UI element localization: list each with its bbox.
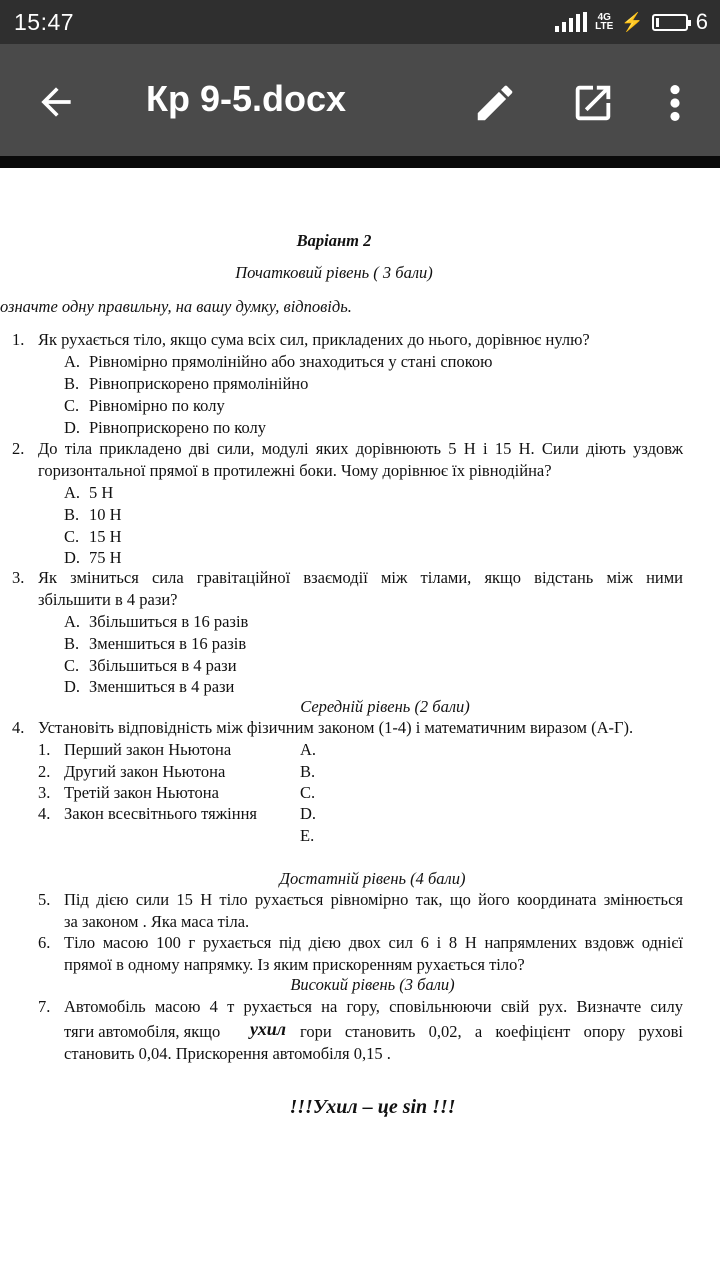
q3-option-text: Збільшиться в 4 рази: [89, 656, 237, 675]
footer-note: !!!Ухил – це sin !!!: [289, 1096, 456, 1118]
q2-option-text: 5 Н: [89, 483, 114, 502]
q3-option-letter: A.: [64, 612, 81, 631]
q3-option-text: Зменшиться в 4 рази: [89, 677, 235, 696]
back-button[interactable]: [34, 80, 78, 124]
q2-option-letter: C.: [64, 527, 80, 546]
q3-option-text: Збільшиться в 16 разів: [89, 612, 249, 631]
q1-option-text: Рівномірно прямолінійно або знаходиться у стані спокою: [89, 352, 493, 371]
level2-heading: Середній рівень (2 бали): [300, 697, 470, 716]
q3-text-line1: Як зміниться сила гравітаційної взаємодії між тілами, якщо відстань між ними: [38, 568, 683, 587]
q2-option-text: 75 Н: [89, 548, 122, 567]
level4-heading: Високий рівень (3 бали): [290, 975, 455, 994]
variant-heading: Варіант 2: [296, 231, 372, 250]
q2-option-text: 15 Н: [89, 527, 122, 546]
status-icons: [555, 8, 708, 36]
status-bar: [0, 0, 720, 44]
formula-letter: C.: [300, 783, 316, 802]
q2-option-letter: A.: [64, 483, 81, 502]
q7-number: 7.: [38, 997, 51, 1016]
formula-letter: B.: [300, 762, 316, 781]
q5-text-line1: Під дією сили 15 Н тіло рухається рівномірно так, що його координата змінюється: [64, 890, 683, 909]
q1-option-text: Рівноприскорено прямолінійно: [89, 374, 309, 393]
q6-text-line2: прямої в одному напрямку. Із яким прискоренням рухається тіло?: [64, 955, 525, 974]
q6-text-line1: Тіло масою 100 г рухається під дією двох сил 6 і 8 Н напрямлених вздовж однієї: [64, 933, 683, 952]
more-vert-icon: [660, 80, 690, 126]
network-label: 4G: [597, 12, 611, 23]
law-text: Третій закон Ньютона: [64, 783, 219, 802]
open-in-new-icon: [570, 80, 616, 126]
q2-option-text: 10 Н: [89, 505, 122, 524]
q2-number: 2.: [12, 439, 25, 458]
pencil-icon: [472, 80, 518, 126]
q3-option-letter: C.: [64, 656, 80, 675]
formula-letter: E.: [300, 826, 315, 845]
network-sub-label: LTE: [595, 21, 614, 32]
q4-number: 4.: [12, 718, 25, 737]
formula-letter: D.: [300, 804, 317, 823]
instruction-text: означте одну правильну, на вашу думку, відповідь.: [0, 297, 352, 316]
q7-text-line1: Автомобіль масою 4 т рухається на гору, сповільнюючи свій рух. Визначте силу: [64, 997, 683, 1016]
formula-letter: A.: [300, 740, 317, 759]
q3-option-text: Зменшиться в 16 разів: [89, 634, 247, 653]
level1-heading: Початковий рівень ( 3 бали): [235, 263, 433, 282]
law-text: Другий закон Ньютона: [64, 762, 226, 781]
q1-number: 1.: [12, 330, 25, 349]
q5-number: 5.: [38, 890, 51, 909]
battery-icon: [652, 14, 688, 31]
law-text: Закон всесвітнього тяжіння: [64, 804, 257, 823]
q2-text-line2: горизонтальної прямої в протилежні боки. Чому дорівнює їх рівнодійна?: [38, 461, 552, 480]
q6-number: 6.: [38, 933, 51, 952]
law-number: 1.: [38, 740, 51, 759]
edit-button[interactable]: [472, 80, 518, 126]
law-text: Перший закон Ньютона: [64, 740, 232, 759]
signal-icon: [555, 12, 587, 32]
q1-option-text: Рівномірно по колу: [89, 396, 225, 415]
law-number: 4.: [38, 804, 51, 823]
q1-option-letter: B.: [64, 374, 80, 393]
law-number: 2.: [38, 762, 51, 781]
more-options-button[interactable]: [660, 80, 690, 126]
q1-text: Як рухається тіло, якщо сума всіх сил, прикладених до нього, дорівнює нулю?: [38, 330, 590, 349]
q1-option-letter: A.: [64, 352, 81, 371]
app-bar-divider: [0, 156, 720, 168]
q3-option-letter: B.: [64, 634, 80, 653]
q3-number: 3.: [12, 568, 25, 587]
law-number: 3.: [38, 783, 51, 802]
network-type: [595, 13, 613, 31]
app-bar: [0, 44, 720, 156]
q1-option-letter: D.: [64, 418, 81, 437]
q2-option-letter: D.: [64, 548, 81, 567]
q1-option-letter: C.: [64, 396, 80, 415]
document-title: Кр 9-5.docx: [146, 78, 347, 119]
q3-text-line2: збільшити в 4 рази?: [38, 590, 178, 609]
q5-text-line2: за законом . Яка маса тіла.: [64, 912, 250, 931]
battery-level: 6: [695, 9, 708, 34]
q7-slope-word: ухил: [250, 1019, 286, 1039]
q7-text-line2c: гори становить 0,02, а коефіцієнт опору рухові: [300, 1022, 683, 1041]
q4-text: Установіть відповідність між фізичним законом (1-4) і математичним виразом (А-Г).: [38, 718, 634, 737]
q2-option-letter: B.: [64, 505, 80, 524]
q2-text-line1: До тіла прикладено дві сили, модулі яких дорівнюють 5 Н і 15 Н. Сили діють уздовж: [38, 439, 683, 458]
level3-heading: Достатній рівень (4 бали): [279, 869, 466, 888]
q7-text-line3: становить 0,04. Прискорення автомобіля 0,15 .: [64, 1044, 391, 1063]
open-external-button[interactable]: [570, 80, 616, 126]
q7-text-line2a: тяги автомобіля, якщо: [64, 1022, 221, 1041]
arrow-left-icon: [34, 80, 78, 124]
q3-option-letter: D.: [64, 677, 81, 696]
status-time: 15:47: [14, 9, 75, 35]
document-page: [0, 168, 720, 1280]
q1-option-text: Рівноприскорено по колу: [89, 418, 266, 437]
charging-icon: ⚡: [621, 11, 644, 32]
